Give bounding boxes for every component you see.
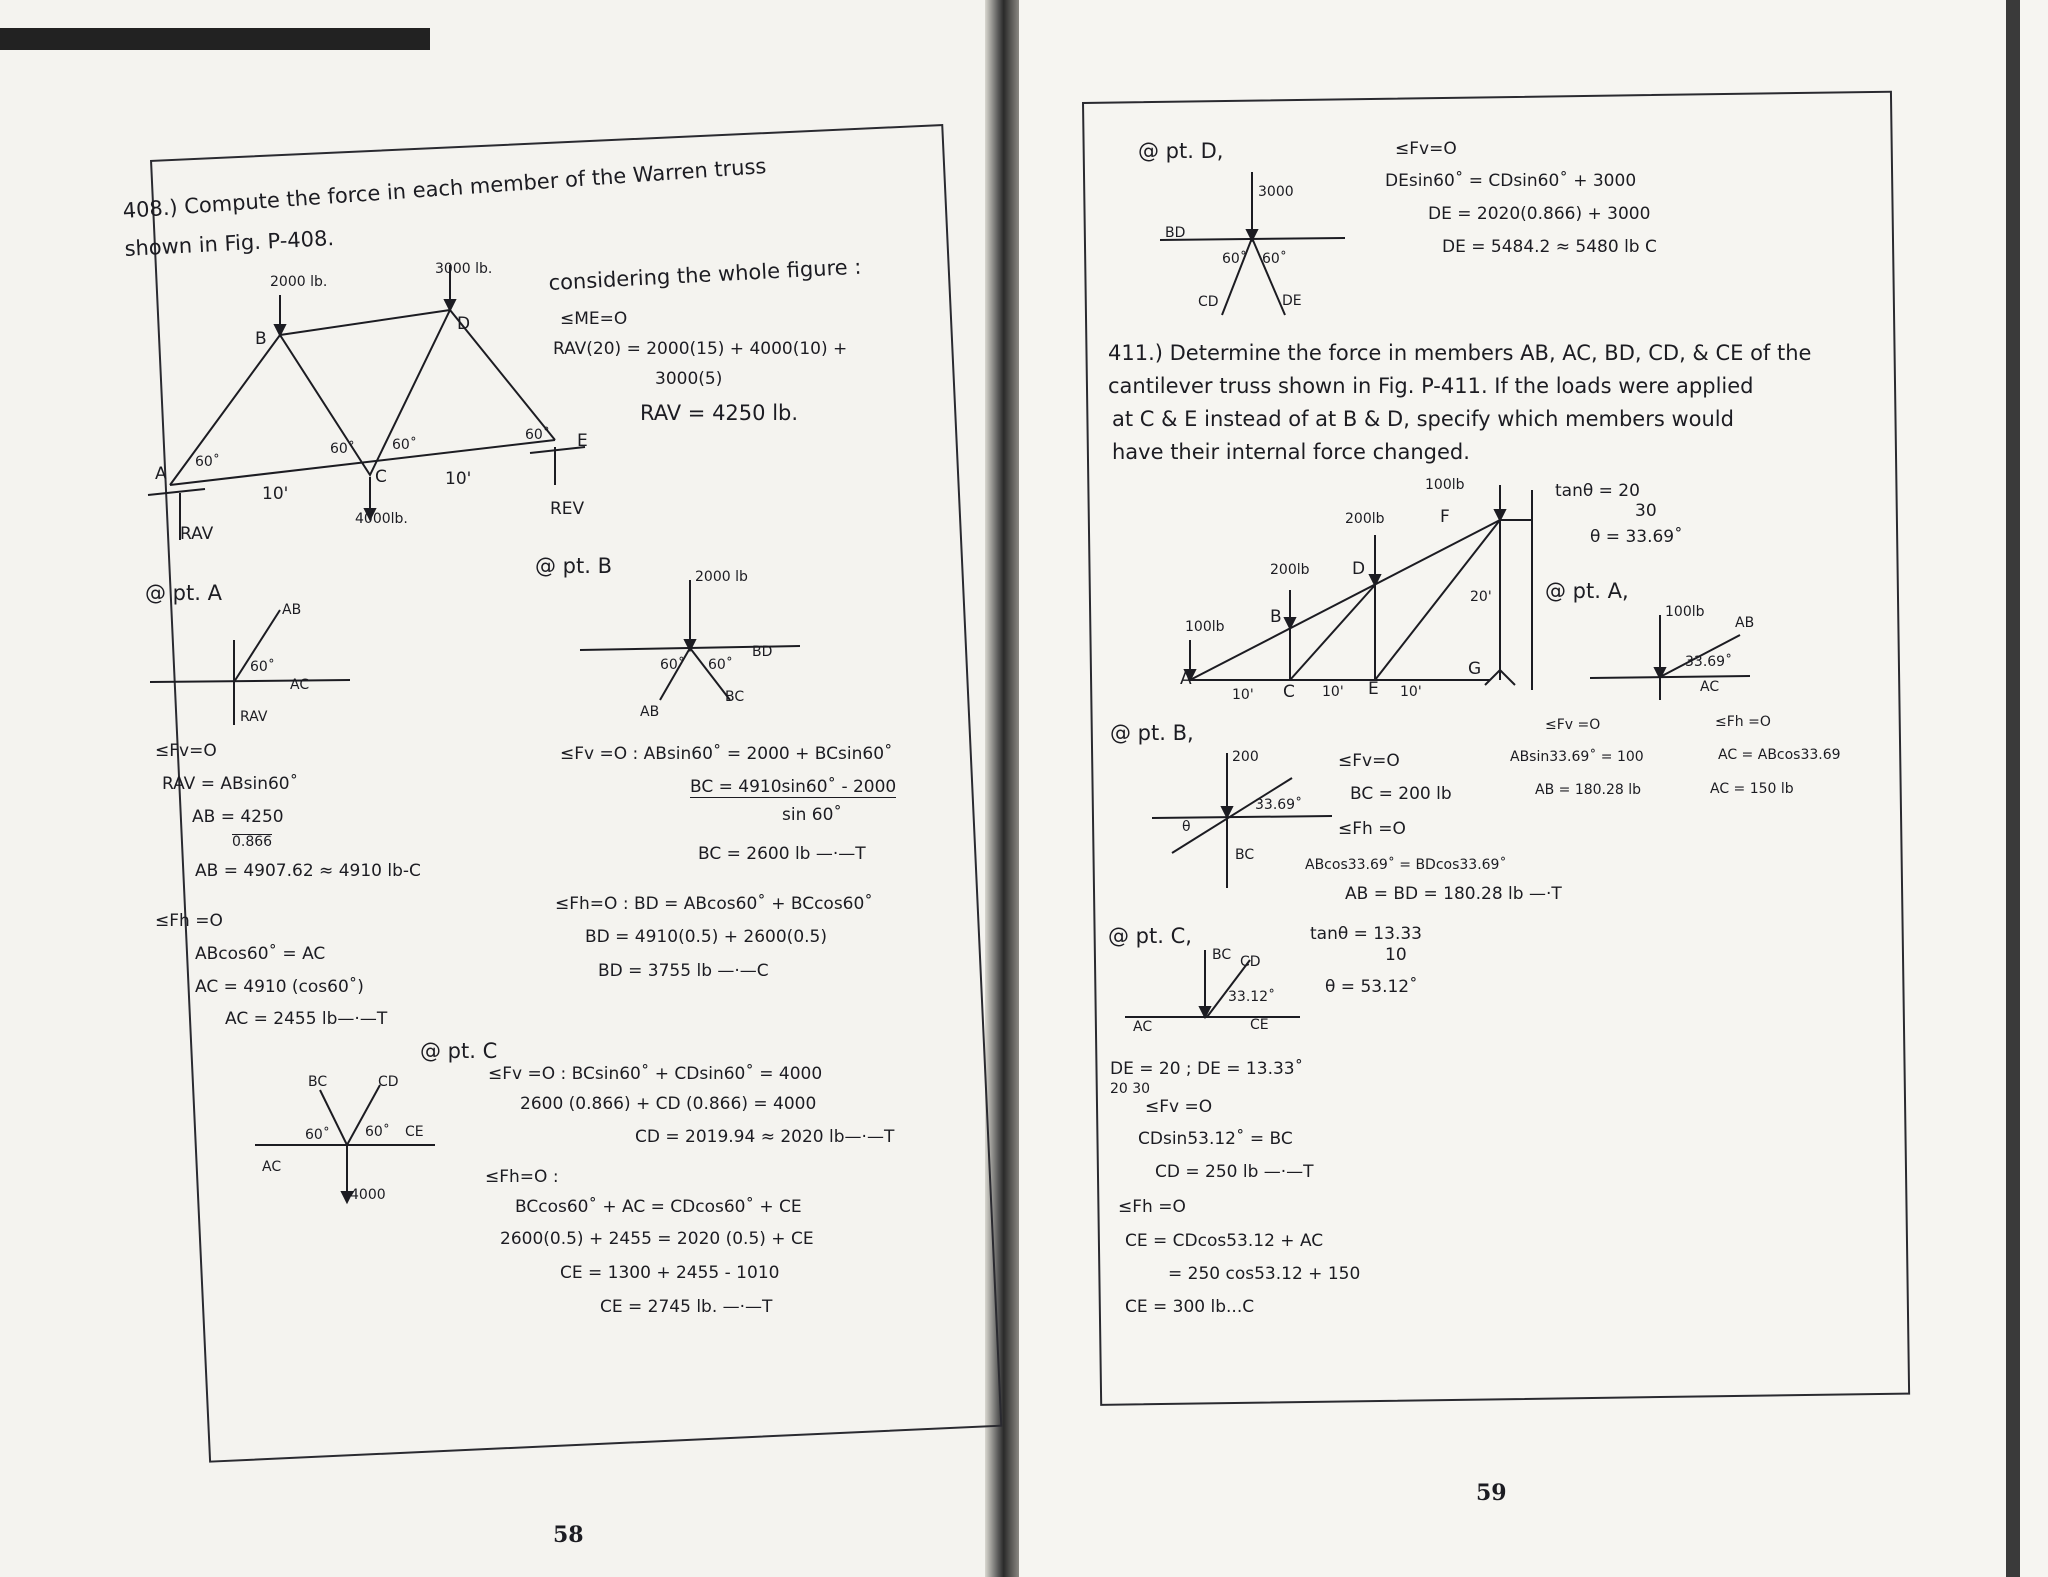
whole-eq-3: 3000(5) bbox=[655, 369, 723, 389]
right-ptc-eq-5: ≤Fh =O bbox=[1118, 1197, 1186, 1217]
right-ptd-a2: 60˚ bbox=[1262, 251, 1287, 267]
warren-truss-figure bbox=[130, 255, 600, 515]
angle-c2: 60˚ bbox=[392, 437, 417, 453]
support-a bbox=[148, 489, 205, 495]
right-ptc-bc: BC bbox=[1212, 947, 1232, 963]
left-ptc-eq-2: CD = 2019.94 ≈ 2020 lb—·—T bbox=[635, 1127, 895, 1147]
tan-eq-0: tanθ = 20 bbox=[1555, 481, 1640, 501]
node411-g: G bbox=[1468, 659, 1482, 679]
right-pta-eqv-1: ABsin33.69˚ = 100 bbox=[1510, 749, 1644, 765]
left-ptc-ac: AC bbox=[262, 1159, 282, 1175]
right-pta-eqv-0: ≤Fv =O bbox=[1545, 717, 1601, 733]
right-ptb-eq-4: AB = BD = 180.28 lb —·T bbox=[1345, 884, 1562, 904]
right-ptd-eq-2: DE = 2020(0.866) + 3000 bbox=[1428, 204, 1651, 224]
right-ptd-title: @ pt. D, bbox=[1138, 139, 1224, 163]
right-pta-ab: AB bbox=[1735, 615, 1755, 631]
left-ptc-eq-6: CE = 1300 + 2455 - 1010 bbox=[560, 1263, 780, 1283]
truss-load-d: 3000 lb. bbox=[435, 261, 493, 277]
truss-top-chord bbox=[280, 310, 450, 335]
left-ptb-eq-3: BC = 2600 lb —·—T bbox=[698, 844, 866, 864]
truss-load-c: 4000lb. bbox=[355, 511, 408, 527]
left-ptc-eq-4: BCcos60˚ + AC = CDcos60˚ + CE bbox=[515, 1197, 802, 1217]
right-edge-shadow bbox=[2006, 0, 2020, 1577]
whole-eq-2: RAV(20) = 2000(15) + 4000(10) + bbox=[553, 339, 848, 359]
left-page-number: 58 bbox=[553, 1522, 584, 1548]
node411-d: D bbox=[1352, 559, 1366, 579]
left-ptb-eq-2: sin 60˚ bbox=[782, 805, 842, 825]
right-ptd-cd: CD bbox=[1198, 294, 1219, 310]
right-page-number: 59 bbox=[1476, 1480, 1507, 1506]
whole-eq-1: ≤ME=O bbox=[560, 309, 628, 329]
right-ptb-eq-1: BC = 200 lb bbox=[1350, 784, 1452, 804]
truss-bottom-chord bbox=[170, 437, 555, 485]
right-ptc-tan-2: θ = 53.12˚ bbox=[1325, 977, 1418, 997]
right-ptd-de: DE bbox=[1282, 293, 1302, 309]
truss411-height: 20' bbox=[1470, 589, 1492, 605]
right-ptb-eq-0: ≤Fv=O bbox=[1338, 751, 1400, 771]
right-pta-eqh-1: AC = ABcos33.69 bbox=[1718, 747, 1841, 763]
left-ptb-a1: 60˚ bbox=[660, 657, 685, 673]
right-pta-angle: 33.69˚ bbox=[1685, 654, 1733, 670]
left-ptc-eq-3: ≤Fh=O : bbox=[485, 1167, 559, 1187]
right-ptc-eq-0: DE = 20 ; DE = 13.33˚ bbox=[1110, 1059, 1304, 1079]
problem-411-line2: cantilever truss shown in Fig. P-411. If the loads were applied bbox=[1108, 374, 1754, 398]
left-pta-eq-3: 0.866 bbox=[232, 834, 273, 850]
whole-eq-4: RAV = 4250 lb. bbox=[640, 401, 799, 425]
tan-eq-2: θ = 33.69˚ bbox=[1590, 527, 1683, 547]
left-pta-eq-0: ≤Fv=O bbox=[155, 741, 217, 761]
right-ptc-tan-1: 10 bbox=[1385, 945, 1407, 965]
right-ptd-eq-0: ≤Fv=O bbox=[1395, 139, 1457, 159]
left-pta-eq-2: AB = 4250 bbox=[192, 807, 284, 827]
left-pta-eq-4: AB = 4907.62 ≈ 4910 lb-C bbox=[195, 861, 421, 881]
node-a: A bbox=[155, 464, 167, 484]
left-ptc-bc: BC bbox=[308, 1074, 328, 1090]
span411-3: 10' bbox=[1400, 684, 1422, 700]
angle-c1: 60˚ bbox=[330, 441, 355, 457]
left-pta-eq-1: RAV = ABsin60˚ bbox=[162, 774, 299, 794]
right-ptc-eq-6: CE = CDcos53.12 + AC bbox=[1125, 1231, 1324, 1251]
node411-a: A bbox=[1180, 669, 1192, 689]
left-ptb-a2: 60˚ bbox=[708, 657, 733, 673]
right-ptb-title: @ pt. B, bbox=[1110, 721, 1194, 745]
node-d: D bbox=[457, 314, 471, 334]
left-ptc-eq-5: 2600(0.5) + 2455 = 2020 (0.5) + CE bbox=[500, 1229, 814, 1249]
right-pta-eqh-0: ≤Fh =O bbox=[1715, 714, 1771, 730]
left-ptc-cd: CD bbox=[378, 1074, 399, 1090]
left-ptb-load: 2000 lb bbox=[695, 569, 748, 585]
truss-load-b: 2000 lb. bbox=[270, 274, 328, 290]
problem-411-line1: 411.) Determine the force in members AB, AC, BD, CD, & CE of the bbox=[1108, 341, 1812, 365]
left-ptc-eq-0: ≤Fv =O : BCsin60˚ + CDsin60˚ = 4000 bbox=[488, 1064, 823, 1084]
right-ptc-ce: CE bbox=[1250, 1017, 1269, 1033]
left-pta-eq-6: ABcos60˚ = AC bbox=[195, 944, 326, 964]
right-ptb-eq-3: ABcos33.69˚ = BDcos33.69˚ bbox=[1305, 857, 1507, 873]
left-ptb-eq-1: BC = 4910sin60˚ - 2000 bbox=[690, 777, 897, 797]
truss411-load-f: 100lb bbox=[1425, 477, 1465, 493]
left-pta-ab: AB bbox=[282, 602, 302, 618]
right-pta-eqv-2: AB = 180.28 lb bbox=[1535, 782, 1642, 798]
right-ptc-angle: 33.12˚ bbox=[1228, 989, 1276, 1005]
left-pta-angle: 60˚ bbox=[250, 659, 275, 675]
span-ce: 10' bbox=[445, 469, 472, 489]
truss411-load-d: 200lb bbox=[1345, 511, 1385, 527]
node-b: B bbox=[255, 329, 267, 349]
left-pta-eq-8: AC = 2455 lb—·—T bbox=[225, 1009, 388, 1029]
scan-shadow-bar bbox=[0, 28, 430, 50]
left-ptc-a2: 60˚ bbox=[365, 1124, 390, 1140]
node411-b: B bbox=[1270, 607, 1282, 627]
left-ptc-load: 4000 bbox=[350, 1187, 386, 1203]
reaction-e: REV bbox=[550, 499, 585, 519]
problem-411-line3: at C & E instead of at B & D, specify which members would bbox=[1112, 407, 1734, 431]
right-ptc-ac: AC bbox=[1133, 1019, 1153, 1035]
right-ptb-theta: θ bbox=[1182, 819, 1191, 835]
node411-f: F bbox=[1440, 507, 1450, 527]
right-ptb-eq-2: ≤Fh =O bbox=[1338, 819, 1406, 839]
angle-a: 60˚ bbox=[195, 454, 220, 470]
problem-408-line2: shown in Fig. P-408. bbox=[123, 226, 335, 261]
left-ptc-a1: 60˚ bbox=[305, 1127, 330, 1143]
left-pta-eq-5: ≤Fh =O bbox=[155, 911, 223, 931]
right-ptc-title: @ pt. C, bbox=[1108, 924, 1192, 948]
right-ptb-bc: BC bbox=[1235, 847, 1255, 863]
problem-408-line1: 408.) Compute the force in each member of the Warren truss bbox=[121, 154, 768, 223]
truss-top-chord bbox=[1190, 520, 1500, 680]
right-ptc-cd: CD bbox=[1240, 954, 1261, 970]
right-pta-load: 100lb bbox=[1665, 604, 1705, 620]
right-ptd-a1: 60˚ bbox=[1222, 251, 1247, 267]
left-ptb-bd: BD bbox=[752, 644, 773, 660]
truss-diagonals bbox=[170, 310, 555, 485]
right-ptd-bd: BD bbox=[1165, 225, 1186, 241]
span411-2: 10' bbox=[1322, 684, 1344, 700]
right-ptc-tan-0: tanθ = 13.33 bbox=[1310, 924, 1422, 944]
left-ptb-ab: AB bbox=[640, 704, 660, 720]
left-pta-eq-7: AC = 4910 (cos60˚) bbox=[195, 977, 364, 997]
whole-heading: considering the whole figure : bbox=[547, 254, 862, 295]
right-ptd-eq-1: DEsin60˚ = CDsin60˚ + 3000 bbox=[1385, 171, 1637, 191]
right-pta-title: @ pt. A, bbox=[1545, 579, 1629, 603]
left-ptb-eq-4: ≤Fh=O : BD = ABcos60˚ + BCcos60˚ bbox=[555, 894, 873, 914]
truss411-load-a: 100lb bbox=[1185, 619, 1225, 635]
tan-eq-1: 30 bbox=[1635, 501, 1657, 521]
left-pta-title: @ pt. A bbox=[145, 581, 222, 605]
right-ptc-eq-4: CD = 250 lb —·—T bbox=[1155, 1162, 1314, 1182]
right-pta-ac: AC bbox=[1700, 679, 1720, 695]
node-c: C bbox=[375, 467, 387, 487]
node-e: E bbox=[577, 431, 588, 451]
left-ptb-bc: BC bbox=[725, 689, 745, 705]
right-ptc-eq-1: 20 30 bbox=[1110, 1081, 1151, 1097]
left-ptb-eq-5: BD = 4910(0.5) + 2600(0.5) bbox=[585, 927, 827, 947]
node411-c: C bbox=[1283, 682, 1295, 702]
right-ptc-eq-2: ≤Fv =O bbox=[1145, 1097, 1213, 1117]
right-ptd-eq-3: DE = 5484.2 ≈ 5480 lb C bbox=[1442, 237, 1657, 257]
span-ac: 10' bbox=[262, 484, 289, 504]
left-ptb-title: @ pt. B bbox=[535, 554, 612, 578]
right-ptb-load: 200 bbox=[1232, 749, 1259, 765]
right-ptc-eq-8: CE = 300 lb...C bbox=[1125, 1297, 1255, 1317]
reaction-a: RAV bbox=[180, 524, 214, 544]
left-ptb-eq-6: BD = 3755 lb —·—C bbox=[598, 961, 769, 981]
right-ptc-eq-3: CDsin53.12˚ = BC bbox=[1138, 1129, 1293, 1149]
left-ptc-eq-7: CE = 2745 lb. —·—T bbox=[600, 1297, 773, 1317]
problem-411-line4: have their internal force changed. bbox=[1112, 440, 1470, 464]
truss411-load-b: 200lb bbox=[1270, 562, 1310, 578]
left-pta-ac: AC bbox=[290, 677, 310, 693]
left-ptb-fbd bbox=[580, 570, 820, 700]
node411-e: E bbox=[1368, 679, 1379, 699]
span411-1: 10' bbox=[1232, 687, 1254, 703]
left-pta-rav: RAV bbox=[240, 709, 268, 725]
left-ptb-eq-0: ≤Fv =O : ABsin60˚ = 2000 + BCsin60˚ bbox=[560, 744, 893, 764]
right-ptd-load: 3000 bbox=[1258, 184, 1294, 200]
right-pta-eqh-2: AC = 150 lb bbox=[1710, 781, 1794, 797]
left-ptc-ce: CE bbox=[405, 1124, 424, 1140]
left-ptc-title: @ pt. C bbox=[420, 1039, 498, 1063]
left-ptc-eq-1: 2600 (0.866) + CD (0.866) = 4000 bbox=[520, 1094, 817, 1114]
right-ptb-angle: 33.69˚ bbox=[1255, 797, 1303, 813]
right-ptc-eq-7: = 250 cos53.12 + 150 bbox=[1168, 1264, 1361, 1284]
angle-e: 60˚ bbox=[525, 427, 550, 443]
